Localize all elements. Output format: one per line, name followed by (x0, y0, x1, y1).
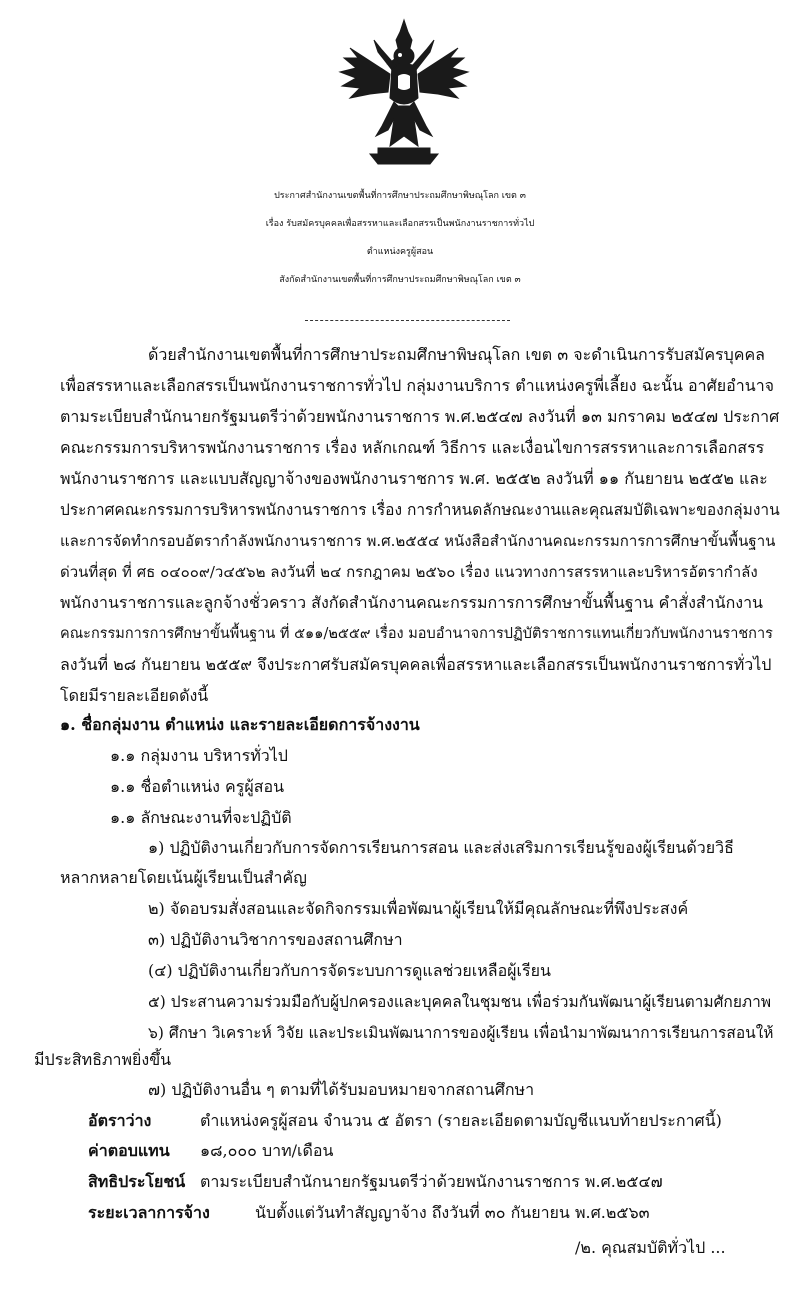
intro-line: ตามระเบียบสำนักนายกรัฐมนตรีว่าด้วยพนักงานราชการ พ.ศ.๒๕๔๗ ลงวันที่ ๑๓ มกราคม ๒๕๔๗ ประกาศ (60, 407, 780, 426)
task-item: (๔) ปฏิบัติงานเกี่ยวกับการจัดระบบการดูแลช่วยเหลือผู้เรียน (148, 961, 551, 980)
position-name: ๑.๑ ชื่อตำแหน่ง ครูผู้สอน (110, 777, 285, 796)
benefit-label: สิทธิประโยชน์ (88, 1172, 186, 1191)
period-label: ระยะเวลาการจ้าง (88, 1203, 210, 1222)
intro-line: ด่วนที่สุด ที่ ศธ ๐๔๐๐๙/ว๔๕๖๒ ลงวันที่ ๒๔ กรกฎาคม ๒๕๖๐ เรื่อง แนวทางการสรรหาและบริหารอัตรากำลัง (60, 563, 758, 581)
task-item: ๑) ปฏิบัติงานเกี่ยวกับการจัดการเรียนการสอน และส่งเสริมการเรียนรู้ของผู้เรียนด้วยวิธี (148, 838, 734, 857)
task-item: ๒) จัดอบรมสั่งสอนและจัดกิจกรรมเพื่อพัฒนาผู้เรียนให้มีคุณลักษณะที่พึงประสงค์ (148, 899, 689, 918)
header-divider (305, 320, 510, 321)
intro-line: ด้วยสำนักงานเขตพื้นที่การศึกษาประถมศึกษาพิษณุโลก เขต ๓ จะดำเนินการรับสมัครบุคคล (148, 345, 765, 364)
task-item-continued: มีประสิทธิภาพยิ่งขึ้น (34, 1050, 172, 1069)
job-group: ๑.๑ กลุ่มงาน บริหารทั่วไป (110, 746, 288, 765)
vacancy-label: อัตราว่าง (88, 1111, 152, 1130)
benefit-value: ตามระเบียบสำนักนายกรัฐมนตรีว่าด้วยพนักงานราชการ พ.ศ.๒๕๔๗ (200, 1172, 663, 1191)
pay-label: ค่าตอบแทน (88, 1141, 170, 1160)
intro-line: คณะกรรมการบริหารพนักงานราชการ เรื่อง หลักเกณฑ์ วิธีการ และเงื่อนไขการสรรหาและการเลือกสรร (60, 438, 765, 457)
announcement-title: ประกาศสำนักงานเขตพื้นที่การศึกษาประถมศึกษาพิษณุโลก เขต ๓ (274, 191, 526, 201)
task-item: ๓) ปฏิบัติงานวิชาการของสถานศึกษา (148, 930, 403, 949)
intro-line: คณะกรรมการการศึกษาขั้นพื้นฐาน ที่ ๕๑๑/๒๕๕๙ เรื่อง มอบอำนาจการปฏิบัติราชการแทนเกี่ยวกับพนักงานราชการ (60, 626, 773, 642)
task-item: ๗) ปฏิบัติงานอื่น ๆ ตามที่ได้รับมอบหมายจากสถานศึกษา (148, 1080, 535, 1099)
task-item: ๕) ประสานความร่วมมือกับผู้ปกครองและบุคคลในชุมชน เพื่อร่วมกันพัฒนาผู้เรียนตามศักยภาพ (148, 993, 772, 1011)
intro-line: ลงวันที่ ๒๘ กันยายน ๒๕๕๙ จึงประกาศรับสมัครบุคคลเพื่อสรรหาและเลือกสรรเป็นพนักงานราชการทั่วไป (60, 655, 772, 674)
pay-value: ๑๘,๐๐๐ บาท/เดือน (200, 1141, 334, 1160)
task-item-continued: หลากหลายโดยเน้นผู้เรียนเป็นสำคัญ (60, 868, 307, 887)
intro-line: พนักงานราชการและลูกจ้างชั่วคราว สังกัดสำนักงานคณะกรรมการการศึกษาขั้นพื้นฐาน คำสั่งสำนักงาน (60, 593, 763, 612)
announcement-subject: เรื่อง รับสมัครบุคคลเพื่อสรรหาและเลือกสรรเป็นพนักงานราชการทั่วไป (265, 219, 535, 229)
period-value: นับตั้งแต่วันทำสัญญาจ้าง ถึงวันที่ ๓๐ กันยายน พ.ศ.๒๕๖๓ (255, 1203, 650, 1222)
task-item: ๖) ศึกษา วิเคราะห์ วิจัย และประเมินพัฒนาการของผู้เรียน เพื่อนำมาพัฒนาการเรียนการสอนให้ (148, 1024, 774, 1042)
intro-line: พนักงานราชการ และแบบสัญญาจ้างของพนักงานราชการ พ.ศ. ๒๕๕๒ ลงวันที่ ๑๑ กันยายน ๒๕๕๒ และ (60, 469, 768, 488)
position-title: ตำแหน่งครูผู้สอน (366, 247, 434, 257)
continued-marker: /๒. คุณสมบัติทั่วไป ... (575, 1238, 726, 1257)
garuda-emblem-icon (330, 18, 478, 166)
intro-line: โดยมีรายละเอียดดังนี้ (60, 686, 209, 705)
affiliation-line: สังกัดสำนักงานเขตพื้นที่การศึกษาประถมศึกษาพิษณุโลก เขต ๓ (279, 275, 521, 285)
intro-line: ประกาศคณะกรรมการบริหารพนักงานราชการ เรื่อง การกำหนดลักษณะงานและคุณสมบัติเฉพาะของกลุ่มงาน (60, 501, 780, 519)
intro-line: และการจัดทำกรอบอัตรากำลังพนักงานราชการ พ.ศ.๒๕๕๔ หนังสือสำนักงานคณะกรรมการการศึกษาขั้นพื้นฐาน (60, 532, 776, 550)
vacancy-value: ตำแหน่งครูผู้สอน จำนวน ๕ อัตรา (รายละเอียดตามบัญชีแนบท้ายประกาศนี้) (200, 1111, 722, 1130)
intro-line: เพื่อสรรหาและเลือกสรรเป็นพนักงานราชการทั่วไป กลุ่มงานบริการ ตำแหน่งครูพี่เลี้ยง ฉะนั้น อาศัยอำนาจ (60, 376, 775, 395)
section-1-heading: ๑. ชื่อกลุ่มงาน ตำแหน่ง และรายละเอียดการจ้างงาน (60, 715, 420, 734)
job-characteristics: ๑.๑ ลักษณะงานที่จะปฏิบัติ (110, 808, 292, 827)
